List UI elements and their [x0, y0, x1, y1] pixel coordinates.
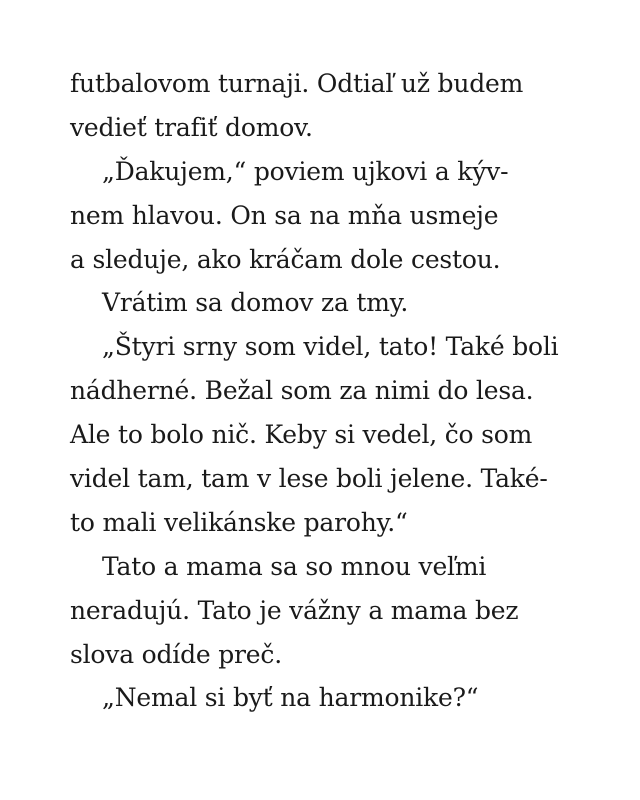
book-page-text — [70, 62, 590, 720]
text-line-4: nem hlavou. On sa na mňa usmeje — [70, 200, 499, 230]
text-line-2: vedieť trafiť domov. — [70, 112, 313, 142]
text-line-15: „Nemal si byť na harmonike?“ — [102, 683, 479, 713]
text-line-12: Tato a mama sa so mnou veľmi — [102, 551, 487, 581]
text-line-10: videl tam, tam v lese boli jelene. Také- — [70, 464, 548, 494]
text-line-13: neradujú. Tato je vážny a mama bez — [70, 595, 519, 625]
text-line-9: Ale to bolo nič. Keby si vedel, čo som — [70, 420, 533, 450]
text-line-3: „Ďakujem,“ poviem ujkovi a kýv- — [102, 156, 509, 186]
text-line-14: slova odíde preč. — [70, 639, 282, 669]
text-line-8: nádherné. Bežal som za nimi do lesa. — [70, 376, 534, 406]
text-line-5: a sleduje, ako kráčam dole cestou. — [70, 244, 501, 274]
text-line-7: „Štyri srny som videl, tato! Také boli — [102, 332, 559, 362]
text-line-11: to mali velikánske parohy.“ — [70, 507, 408, 537]
text-line-6: Vrátim sa domov za tmy. — [102, 288, 409, 318]
text-line-1: futbalovom turnaji. Odtiaľ už budem — [70, 69, 524, 98]
